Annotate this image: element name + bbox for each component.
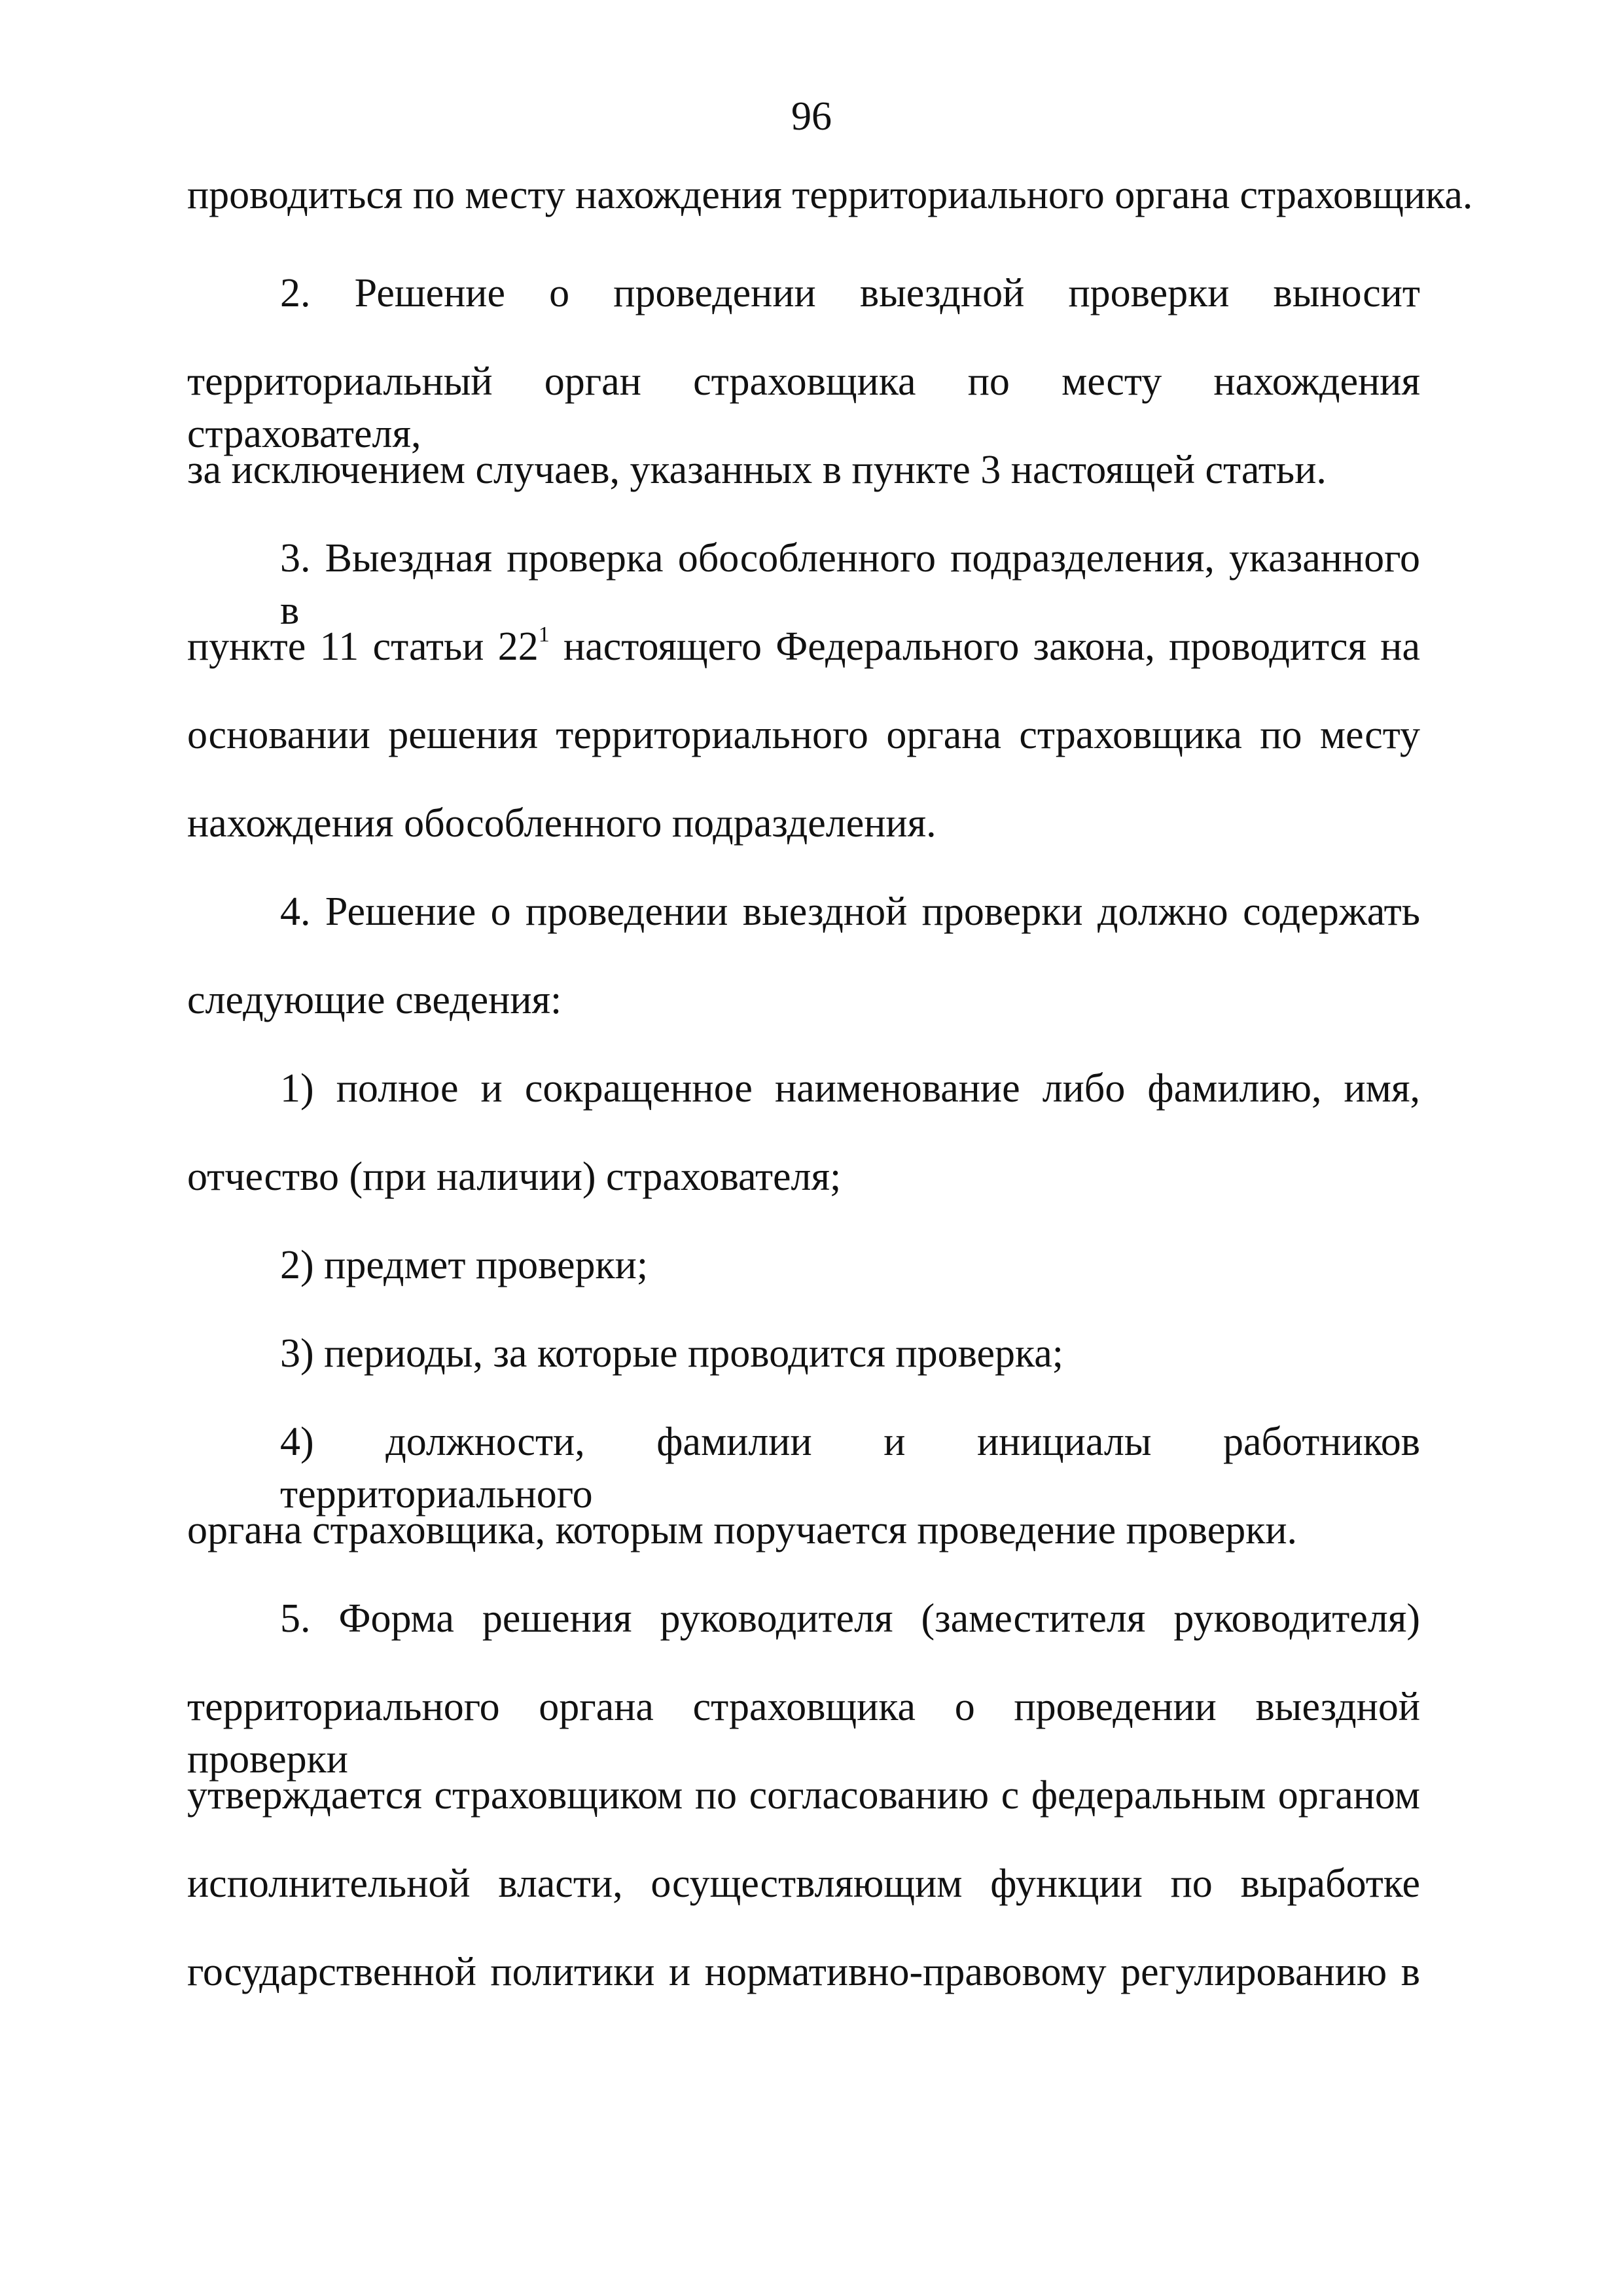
text-segment: настоящего Федерального закона, проводится на bbox=[549, 624, 1420, 669]
text-line: исполнительной власти, осуществляющим функции по выработке bbox=[187, 1861, 1420, 1906]
text-line: нахождения обособленного подразделения. bbox=[187, 801, 936, 846]
list-item-3: 3) периоды, за которые проводится проверка; bbox=[280, 1331, 1063, 1376]
text-line: следующие сведения: bbox=[187, 978, 562, 1022]
text-line: органа страховщика, которым поручается проведение проверки. bbox=[187, 1508, 1298, 1552]
paragraph-2-line: 2. Решение о проведении выездной проверки выносит bbox=[280, 271, 1420, 315]
text-line: за исключением случаев, указанных в пункте 3 настоящей статьи. bbox=[187, 448, 1327, 492]
text-line: территориального органа страховщика о проведении выездной проверки bbox=[187, 1685, 1420, 1782]
paragraph-5-line: 5. Форма решения руководителя (заместителя руководителя) bbox=[280, 1596, 1420, 1641]
text-line: государственной политики и нормативно-правовому регулированию в bbox=[187, 1950, 1420, 1994]
list-item-2: 2) предмет проверки; bbox=[280, 1243, 649, 1287]
text-line: территориальный орган страховщика по месту нахождения страхователя, bbox=[187, 359, 1420, 456]
text-line-with-footnote bbox=[187, 620, 1420, 673]
text-line: проводиться по месту нахождения территориального органа страховщика. bbox=[187, 173, 1473, 217]
page-number: 96 bbox=[791, 94, 832, 139]
text-line: отчество (при наличии) страхователя; bbox=[187, 1155, 842, 1199]
paragraph-3-line: 3. Выездная проверка обособленного подразделения, указанного в bbox=[280, 536, 1420, 633]
paragraph-4-line: 4. Решение о проведении выездной проверки должно содержать bbox=[280, 889, 1420, 934]
list-item-4-line: 4) должности, фамилии и инициалы работников территориального bbox=[280, 1420, 1420, 1516]
text-segment: пункте 11 статьи 22 bbox=[187, 624, 539, 669]
text-line: утверждается страховщиком по согласованию с федеральным органом bbox=[187, 1773, 1420, 1818]
text-line: основании решения территориального органа страховщика по месту bbox=[187, 713, 1420, 757]
superscript: 1 bbox=[538, 622, 550, 647]
list-item-1-line: 1) полное и сокращенное наименование либо фамилию, имя, bbox=[280, 1066, 1420, 1111]
